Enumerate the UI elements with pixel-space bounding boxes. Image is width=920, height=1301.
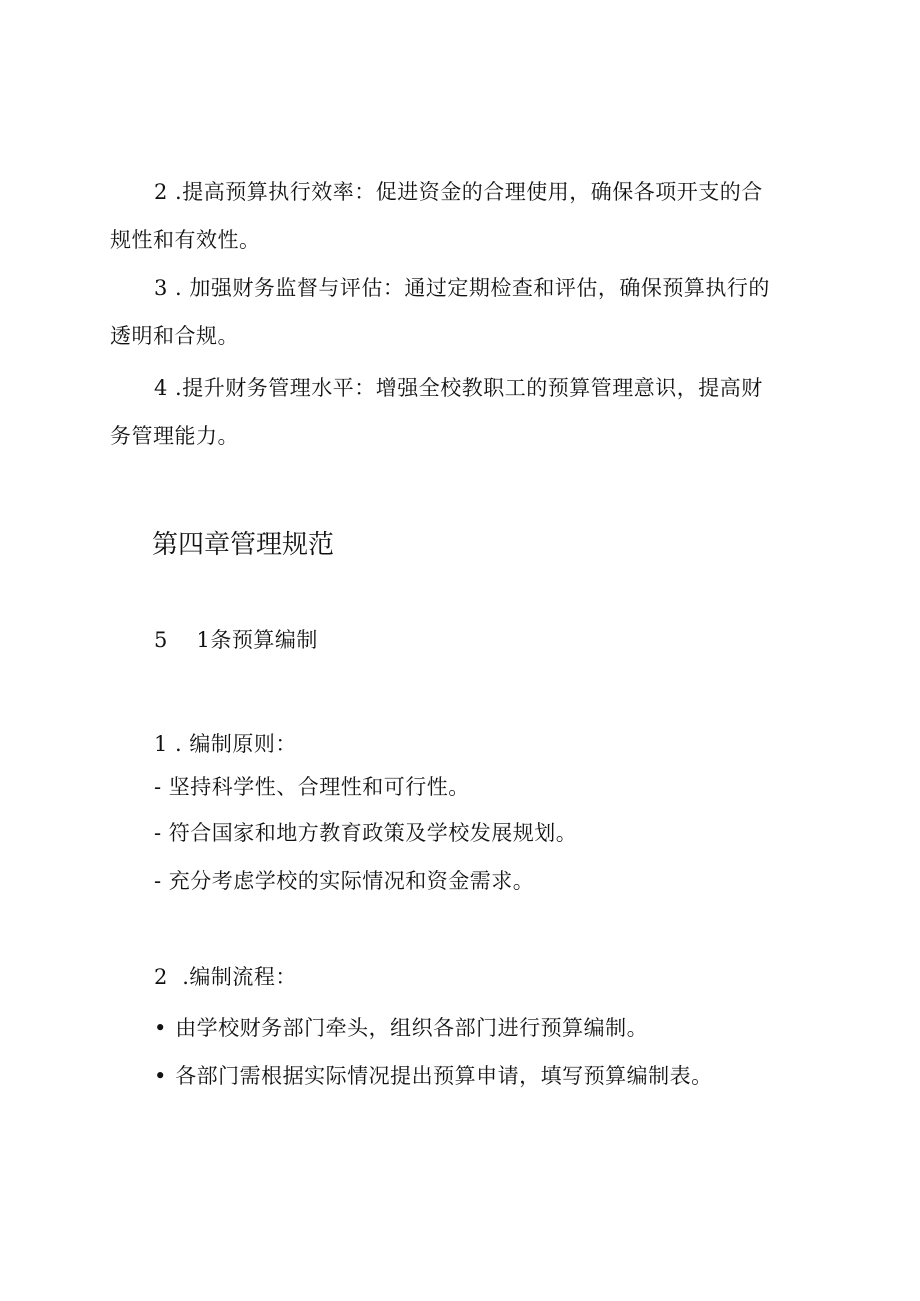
list-item — [154, 772, 470, 802]
objective-4-line-1: 4 .提升财务管理水平：增强全校教职工的预算管理意识，提高财 — [154, 376, 763, 400]
objective-2-line-1: 2 .提高预算执行效率：促进资金的合理使用，确保各项开支的合 — [154, 180, 763, 204]
list-item — [154, 1013, 648, 1043]
article-title: 5 1条预算编制 — [154, 628, 318, 652]
list-item — [154, 818, 577, 848]
list-item — [154, 866, 534, 896]
list-item-text: 符合国家和地方教育政策及学校发展规划。 — [168, 821, 578, 845]
objective-3-line-2: 透明和合规。 — [110, 324, 239, 348]
chapter-title: 第四章管理规范 — [152, 530, 335, 560]
list-item-text: 坚持科学性、合理性和可行性。 — [168, 775, 470, 799]
objective-4-line-2: 务管理能力。 — [110, 424, 239, 448]
list-item-text: 由学校财务部门牵头，组织各部门进行预算编制。 — [175, 1016, 649, 1040]
dash-marker: - — [154, 869, 162, 893]
process-heading: 2 .编制流程： — [154, 965, 297, 989]
list-item-text: 各部门需根据实际情况提出预算申请，填写预算编制表。 — [175, 1064, 713, 1088]
bullet-icon: • — [154, 1016, 167, 1040]
dash-marker: - — [154, 821, 162, 845]
objective-3-line-1: 3 . 加强财务监督与评估：通过定期检查和评估，确保预算执行的 — [154, 276, 770, 300]
list-item — [154, 1061, 713, 1091]
list-item-text: 充分考虑学校的实际情况和资金需求。 — [168, 869, 535, 893]
dash-marker: - — [154, 775, 162, 799]
objective-2-line-2: 规性和有效性。 — [110, 228, 261, 252]
bullet-icon: • — [154, 1064, 167, 1088]
principles-heading: 1 . 编制原则： — [154, 732, 297, 756]
